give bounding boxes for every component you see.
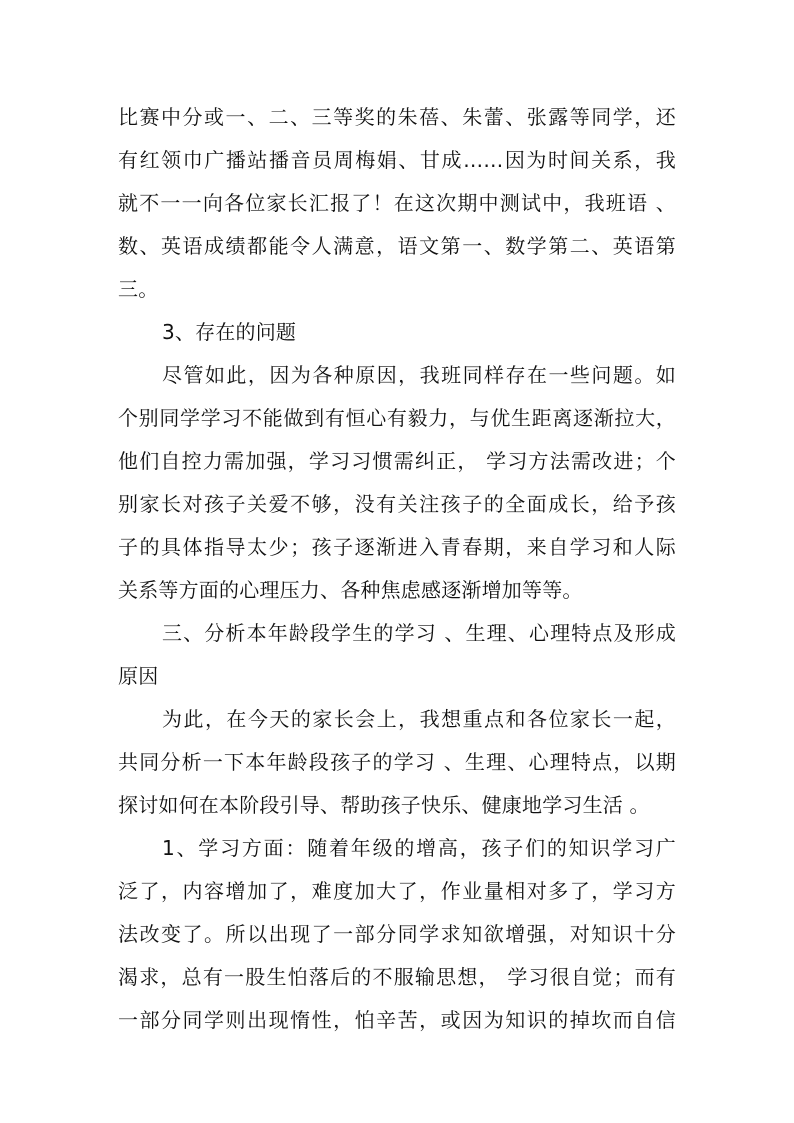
text-line: 数、英语成绩都能令人满意，语文第一、数学第二、英语第 [118, 234, 676, 258]
text-line: 探讨如何在本阶段引导、帮助孩子快乐、健康地学习生活 。 [118, 793, 650, 817]
text-line: 他们自控力需加强，学习习惯需纠正， 学习方法需改进；个 [118, 449, 676, 473]
text-line: 原因 [118, 664, 159, 688]
text-line: 3、存在的问题 [162, 320, 297, 344]
text-line: 有红领巾广播站播音员周梅娟、甘成……因为时间关系，我 [118, 148, 676, 172]
text-line: 渴求，总有一股生怕落后的不服输思想， 学习很自觉；而有 [118, 965, 676, 989]
text-line: 共同分析一下本年龄段孩子的学习 、生理、心理特点，以期 [118, 750, 676, 774]
body-text [118, 96, 676, 1042]
text-line: 个别同学学习不能做到有恒心有毅力，与优生距离逐渐拉大， [118, 406, 676, 430]
text-line: 三、分析本年龄段学生的学习 、生理、心理特点及形成 [162, 621, 676, 645]
text-line: 别家长对孩子关爱不够，没有关注孩子的全面成长，给予孩 [118, 492, 676, 516]
text-line: 1、学习方面：随着年级的增高，孩子们的知识学习广 [162, 836, 676, 860]
text-line: 比赛中分或一、二、三等奖的朱蓓、朱蕾、张露等同学，还 [118, 105, 676, 129]
text-line: 尽管如此，因为各种原因，我班同样存在一些问题。如 [162, 363, 676, 387]
text-line: 为此，在今天的家长会上，我想重点和各位家长一起， [162, 707, 676, 731]
text-line: 三。 [118, 277, 159, 301]
text-line: 一部分同学则出现惰性，怕辛苦，或因为知识的掉坎而自信 [118, 1008, 676, 1032]
text-line: 泛了，内容增加了，难度加大了，作业量相对多了，学习方 [118, 879, 676, 903]
text-line: 关系等方面的心理压力、各种焦虑感逐渐增加等等。 [118, 578, 583, 602]
text-line: 法改变了。所以出现了一部分同学求知欲增强，对知识十分 [118, 922, 676, 946]
text-line: 就不一一向各位家长汇报了！在这次期中测试中，我班语 、 [118, 191, 676, 215]
text-line: 子的具体指导太少；孩子逐渐进入青春期，来自学习和人际 [118, 535, 676, 559]
